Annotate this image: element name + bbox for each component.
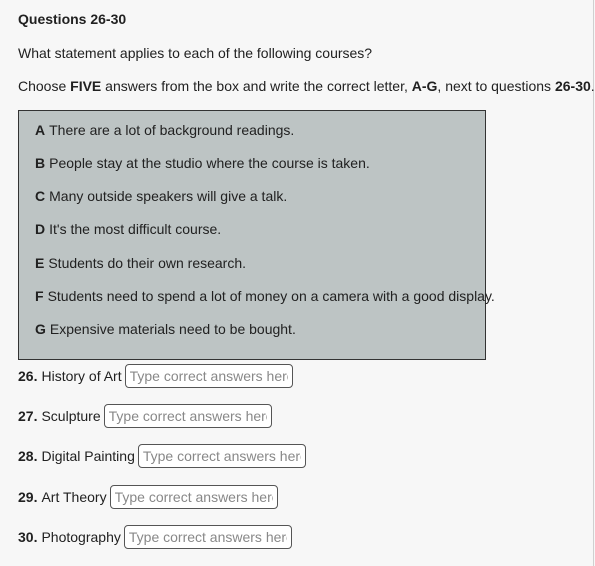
instruction-count: FIVE	[70, 78, 102, 94]
question-label: Digital Painting	[41, 448, 135, 464]
option-letter: F	[35, 288, 44, 304]
question-label: Art Theory	[41, 489, 107, 505]
question-number: 29.	[18, 489, 38, 505]
options-box	[18, 110, 495, 360]
option-f	[35, 288, 495, 304]
question-prompt: What statement applies to each of the following courses?	[18, 45, 373, 61]
section-heading: Questions 26-30	[18, 11, 127, 27]
question-number: 28.	[18, 448, 38, 464]
question-30	[18, 524, 292, 550]
instruction-mid: answers from the box and write the correct letter,	[101, 78, 412, 94]
question-label: Photography	[41, 529, 121, 545]
question-26	[18, 363, 293, 389]
option-e	[35, 255, 246, 271]
answer-input-26[interactable]	[125, 364, 293, 388]
question-number: 30.	[18, 529, 38, 545]
answer-input-29[interactable]	[110, 485, 278, 509]
instruction-mid2: , next to questions	[437, 78, 555, 94]
question-28	[18, 443, 306, 469]
option-letter: G	[35, 321, 46, 337]
instruction-text	[18, 78, 595, 94]
instruction-end: .	[590, 78, 595, 94]
instruction-pre: Choose	[18, 78, 71, 94]
question-27	[18, 403, 272, 429]
option-d	[35, 221, 221, 237]
option-text: Students need to spend a lot of money on a camera with a good display.	[47, 288, 495, 304]
question-label: Sculpture	[41, 408, 101, 424]
option-text: There are a lot of background readings.	[49, 122, 295, 138]
option-letter: B	[35, 155, 46, 171]
option-b	[35, 155, 370, 171]
answer-input-30[interactable]	[124, 525, 292, 549]
option-text: Many outside speakers will give a talk.	[49, 188, 288, 204]
option-letter: A	[35, 122, 46, 138]
option-c	[35, 188, 287, 204]
answer-input-28[interactable]	[138, 444, 306, 468]
question-label: History of Art	[41, 368, 122, 384]
question-number: 27.	[18, 408, 38, 424]
option-text: People stay at the studio where the course is taken.	[49, 155, 370, 171]
option-letter: E	[35, 255, 45, 271]
option-text: Students do their own research.	[48, 255, 247, 271]
question-29	[18, 484, 278, 510]
answer-input-27[interactable]	[104, 404, 272, 428]
option-letter: C	[35, 188, 46, 204]
option-text: Expensive materials need to be bought.	[49, 321, 296, 337]
option-g	[35, 321, 296, 337]
question-number: 26.	[18, 368, 38, 384]
instruction-letter-range: A-G	[411, 78, 438, 94]
option-letter: D	[35, 221, 46, 237]
instruction-question-range: 26-30	[554, 78, 591, 94]
option-a	[35, 122, 294, 138]
option-text: It's the most difficult course.	[49, 221, 222, 237]
